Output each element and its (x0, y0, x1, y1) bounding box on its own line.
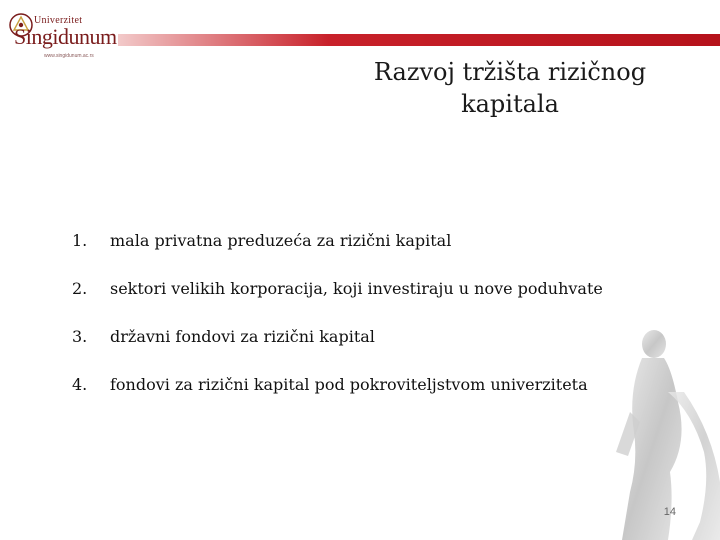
list-item-number: 2. (72, 279, 88, 298)
list-item-text: fondovi za rizični kapital pod pokroviteljstvom univerziteta (110, 375, 588, 394)
list-item-number: 4. (72, 375, 88, 394)
list-item (72, 226, 603, 274)
title-line-2: kapitala (461, 90, 559, 118)
slide-title (300, 56, 720, 120)
list-item (72, 322, 603, 370)
university-logo (8, 12, 118, 60)
page-number: 14 (663, 506, 676, 518)
list-item (72, 274, 603, 322)
title-line-1: Razvoj tržišta rizičnog (373, 58, 647, 86)
list-item (72, 370, 603, 418)
list-item-number: 3. (72, 327, 88, 346)
header-bar (118, 34, 720, 46)
logo-url: www.singidunum.ac.rs (44, 53, 94, 59)
list-item-number: 1. (72, 231, 88, 250)
logo-main-text: Singidunum (14, 24, 117, 49)
bullet-list (72, 226, 603, 418)
list-item-text: mala privatna preduzeća za rizični kapital (110, 231, 452, 250)
list-item-text: državni fondovi za rizični kapital (110, 327, 375, 346)
list-item-text: sektori velikih korporacija, koji investiraju u nove poduhvate (110, 279, 603, 298)
logo-top-text: Univerzitet (34, 15, 83, 26)
